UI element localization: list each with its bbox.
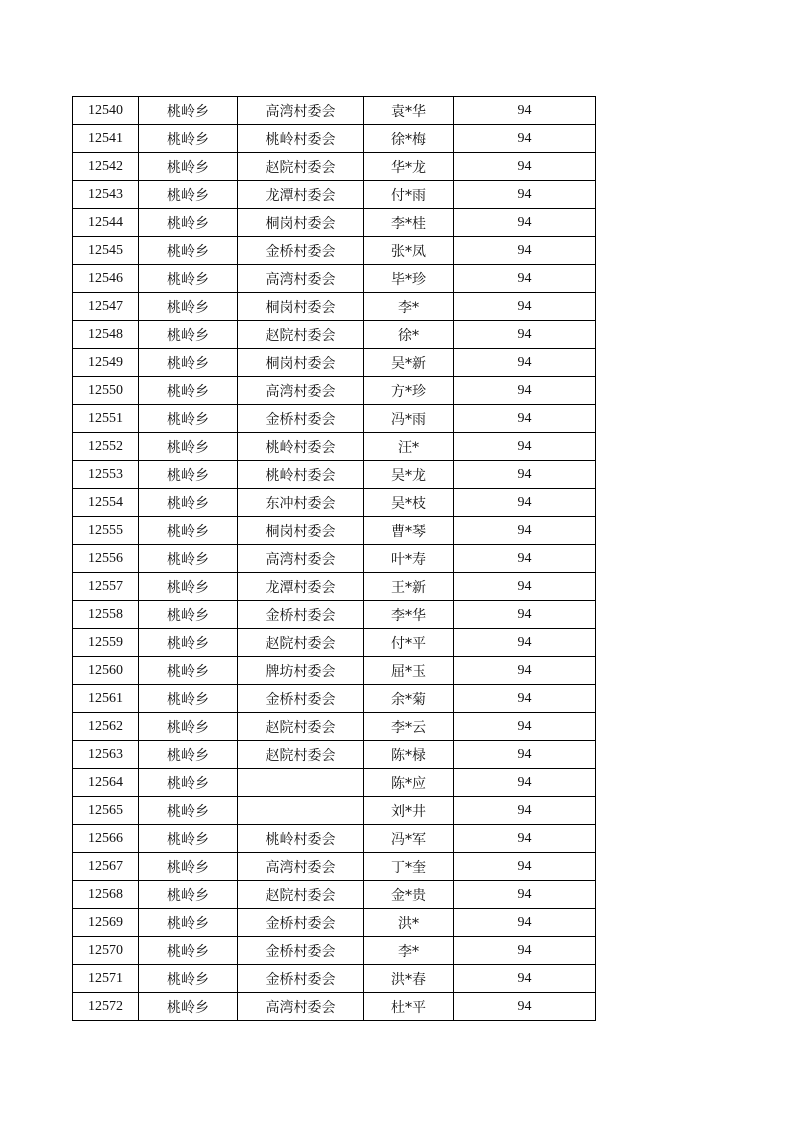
row-id-cell: 12555 <box>73 517 139 545</box>
town-cell: 桃岭乡 <box>139 993 238 1021</box>
score-cell: 94 <box>454 237 596 265</box>
roster-table <box>72 96 596 1021</box>
village-committee-cell: 桃岭村委会 <box>238 433 364 461</box>
row-id-cell: 12547 <box>73 293 139 321</box>
row-id-cell: 12541 <box>73 125 139 153</box>
town-cell: 桃岭乡 <box>139 629 238 657</box>
score-cell: 94 <box>454 937 596 965</box>
town-cell: 桃岭乡 <box>139 237 238 265</box>
table-row <box>73 601 596 629</box>
town-cell: 桃岭乡 <box>139 909 238 937</box>
village-committee-cell: 高湾村委会 <box>238 545 364 573</box>
person-name-cell: 徐*梅 <box>364 125 454 153</box>
table-row <box>73 237 596 265</box>
person-name-cell: 陈*应 <box>364 769 454 797</box>
person-name-cell: 洪*春 <box>364 965 454 993</box>
village-committee-cell: 高湾村委会 <box>238 993 364 1021</box>
town-cell: 桃岭乡 <box>139 377 238 405</box>
town-cell: 桃岭乡 <box>139 881 238 909</box>
person-name-cell: 吴*枝 <box>364 489 454 517</box>
village-committee-cell: 赵院村委会 <box>238 713 364 741</box>
person-name-cell: 汪* <box>364 433 454 461</box>
town-cell: 桃岭乡 <box>139 853 238 881</box>
score-cell: 94 <box>454 881 596 909</box>
score-cell: 94 <box>454 125 596 153</box>
score-cell: 94 <box>454 657 596 685</box>
row-id-cell: 12554 <box>73 489 139 517</box>
town-cell: 桃岭乡 <box>139 265 238 293</box>
town-cell: 桃岭乡 <box>139 181 238 209</box>
person-name-cell: 吴*龙 <box>364 461 454 489</box>
score-cell: 94 <box>454 993 596 1021</box>
table-row <box>73 657 596 685</box>
village-committee-cell: 高湾村委会 <box>238 97 364 125</box>
town-cell: 桃岭乡 <box>139 713 238 741</box>
village-committee-cell <box>238 769 364 797</box>
row-id-cell: 12568 <box>73 881 139 909</box>
row-id-cell: 12567 <box>73 853 139 881</box>
score-cell: 94 <box>454 461 596 489</box>
score-cell: 94 <box>454 321 596 349</box>
row-id-cell: 12552 <box>73 433 139 461</box>
score-cell: 94 <box>454 629 596 657</box>
town-cell: 桃岭乡 <box>139 797 238 825</box>
row-id-cell: 12561 <box>73 685 139 713</box>
score-cell: 94 <box>454 489 596 517</box>
town-cell: 桃岭乡 <box>139 545 238 573</box>
table-row <box>73 461 596 489</box>
town-cell: 桃岭乡 <box>139 125 238 153</box>
score-cell: 94 <box>454 797 596 825</box>
table-row <box>73 881 596 909</box>
table-row <box>73 293 596 321</box>
table-row <box>73 713 596 741</box>
village-committee-cell: 桃岭村委会 <box>238 461 364 489</box>
score-cell: 94 <box>454 573 596 601</box>
score-cell: 94 <box>454 265 596 293</box>
table-row <box>73 209 596 237</box>
row-id-cell: 12571 <box>73 965 139 993</box>
row-id-cell: 12551 <box>73 405 139 433</box>
person-name-cell: 刘*井 <box>364 797 454 825</box>
town-cell: 桃岭乡 <box>139 405 238 433</box>
score-cell: 94 <box>454 965 596 993</box>
town-cell: 桃岭乡 <box>139 517 238 545</box>
row-id-cell: 12545 <box>73 237 139 265</box>
row-id-cell: 12562 <box>73 713 139 741</box>
town-cell: 桃岭乡 <box>139 573 238 601</box>
person-name-cell: 冯*雨 <box>364 405 454 433</box>
table-row <box>73 797 596 825</box>
score-cell: 94 <box>454 545 596 573</box>
village-committee-cell: 赵院村委会 <box>238 321 364 349</box>
town-cell: 桃岭乡 <box>139 657 238 685</box>
person-name-cell: 曹*琴 <box>364 517 454 545</box>
table-row <box>73 937 596 965</box>
row-id-cell: 12570 <box>73 937 139 965</box>
village-committee-cell: 桐岗村委会 <box>238 293 364 321</box>
table-row <box>73 125 596 153</box>
town-cell: 桃岭乡 <box>139 685 238 713</box>
town-cell: 桃岭乡 <box>139 965 238 993</box>
row-id-cell: 12550 <box>73 377 139 405</box>
village-committee-cell: 高湾村委会 <box>238 853 364 881</box>
person-name-cell: 王*新 <box>364 573 454 601</box>
table-row <box>73 909 596 937</box>
score-cell: 94 <box>454 517 596 545</box>
town-cell: 桃岭乡 <box>139 293 238 321</box>
person-name-cell: 徐* <box>364 321 454 349</box>
person-name-cell: 陈*椂 <box>364 741 454 769</box>
town-cell: 桃岭乡 <box>139 937 238 965</box>
row-id-cell: 12566 <box>73 825 139 853</box>
table-row <box>73 517 596 545</box>
score-cell: 94 <box>454 433 596 461</box>
table-row <box>73 685 596 713</box>
town-cell: 桃岭乡 <box>139 489 238 517</box>
score-cell: 94 <box>454 909 596 937</box>
table-row <box>73 181 596 209</box>
person-name-cell: 李*云 <box>364 713 454 741</box>
village-committee-cell: 金桥村委会 <box>238 937 364 965</box>
row-id-cell: 12565 <box>73 797 139 825</box>
row-id-cell: 12557 <box>73 573 139 601</box>
row-id-cell: 12564 <box>73 769 139 797</box>
score-cell: 94 <box>454 769 596 797</box>
table-row <box>73 545 596 573</box>
person-name-cell: 李*桂 <box>364 209 454 237</box>
village-committee-cell: 桃岭村委会 <box>238 825 364 853</box>
score-cell: 94 <box>454 825 596 853</box>
village-committee-cell: 赵院村委会 <box>238 153 364 181</box>
row-id-cell: 12572 <box>73 993 139 1021</box>
village-committee-cell: 金桥村委会 <box>238 601 364 629</box>
person-name-cell: 金*贵 <box>364 881 454 909</box>
village-committee-cell: 东冲村委会 <box>238 489 364 517</box>
score-cell: 94 <box>454 377 596 405</box>
town-cell: 桃岭乡 <box>139 433 238 461</box>
table-row <box>73 377 596 405</box>
row-id-cell: 12556 <box>73 545 139 573</box>
town-cell: 桃岭乡 <box>139 97 238 125</box>
table-row <box>73 97 596 125</box>
score-cell: 94 <box>454 181 596 209</box>
row-id-cell: 12569 <box>73 909 139 937</box>
village-committee-cell: 金桥村委会 <box>238 909 364 937</box>
person-name-cell: 李*华 <box>364 601 454 629</box>
row-id-cell: 12546 <box>73 265 139 293</box>
person-name-cell: 付*雨 <box>364 181 454 209</box>
score-cell: 94 <box>454 853 596 881</box>
table-row <box>73 321 596 349</box>
village-committee-cell: 赵院村委会 <box>238 741 364 769</box>
village-committee-cell: 金桥村委会 <box>238 965 364 993</box>
row-id-cell: 12542 <box>73 153 139 181</box>
person-name-cell: 张*凤 <box>364 237 454 265</box>
score-cell: 94 <box>454 601 596 629</box>
village-committee-cell: 高湾村委会 <box>238 265 364 293</box>
town-cell: 桃岭乡 <box>139 153 238 181</box>
score-cell: 94 <box>454 209 596 237</box>
person-name-cell: 叶*寿 <box>364 545 454 573</box>
row-id-cell: 12543 <box>73 181 139 209</box>
person-name-cell: 付*平 <box>364 629 454 657</box>
person-name-cell: 李* <box>364 937 454 965</box>
score-cell: 94 <box>454 685 596 713</box>
town-cell: 桃岭乡 <box>139 769 238 797</box>
score-cell: 94 <box>454 153 596 181</box>
row-id-cell: 12558 <box>73 601 139 629</box>
table-row <box>73 629 596 657</box>
table-row <box>73 433 596 461</box>
table-row <box>73 853 596 881</box>
score-cell: 94 <box>454 405 596 433</box>
row-id-cell: 12540 <box>73 97 139 125</box>
row-id-cell: 12548 <box>73 321 139 349</box>
row-id-cell: 12549 <box>73 349 139 377</box>
village-committee-cell: 赵院村委会 <box>238 629 364 657</box>
person-name-cell: 李* <box>364 293 454 321</box>
village-committee-cell: 赵院村委会 <box>238 881 364 909</box>
score-cell: 94 <box>454 349 596 377</box>
score-cell: 94 <box>454 741 596 769</box>
village-committee-cell: 金桥村委会 <box>238 685 364 713</box>
person-name-cell: 冯*军 <box>364 825 454 853</box>
town-cell: 桃岭乡 <box>139 741 238 769</box>
village-committee-cell: 桐岗村委会 <box>238 209 364 237</box>
row-id-cell: 12560 <box>73 657 139 685</box>
person-name-cell: 洪* <box>364 909 454 937</box>
table-row <box>73 153 596 181</box>
town-cell: 桃岭乡 <box>139 349 238 377</box>
village-committee-cell <box>238 797 364 825</box>
table-row <box>73 741 596 769</box>
village-committee-cell: 高湾村委会 <box>238 377 364 405</box>
table-row <box>73 965 596 993</box>
row-id-cell: 12563 <box>73 741 139 769</box>
village-committee-cell: 龙潭村委会 <box>238 181 364 209</box>
town-cell: 桃岭乡 <box>139 209 238 237</box>
person-name-cell: 余*菊 <box>364 685 454 713</box>
table-row <box>73 265 596 293</box>
person-name-cell: 吴*新 <box>364 349 454 377</box>
person-name-cell: 毕*珍 <box>364 265 454 293</box>
row-id-cell: 12553 <box>73 461 139 489</box>
village-committee-cell: 桐岗村委会 <box>238 349 364 377</box>
village-committee-cell: 金桥村委会 <box>238 405 364 433</box>
village-committee-cell: 牌坊村委会 <box>238 657 364 685</box>
score-cell: 94 <box>454 97 596 125</box>
village-committee-cell: 龙潭村委会 <box>238 573 364 601</box>
table-row <box>73 573 596 601</box>
table-row <box>73 405 596 433</box>
score-cell: 94 <box>454 713 596 741</box>
table-row <box>73 993 596 1021</box>
score-cell: 94 <box>454 293 596 321</box>
town-cell: 桃岭乡 <box>139 461 238 489</box>
town-cell: 桃岭乡 <box>139 601 238 629</box>
row-id-cell: 12559 <box>73 629 139 657</box>
person-name-cell: 丁*奎 <box>364 853 454 881</box>
table-row <box>73 489 596 517</box>
table-row <box>73 349 596 377</box>
person-name-cell: 方*珍 <box>364 377 454 405</box>
person-name-cell: 袁*华 <box>364 97 454 125</box>
row-id-cell: 12544 <box>73 209 139 237</box>
town-cell: 桃岭乡 <box>139 825 238 853</box>
village-committee-cell: 桐岗村委会 <box>238 517 364 545</box>
table-row <box>73 769 596 797</box>
person-name-cell: 屈*玉 <box>364 657 454 685</box>
person-name-cell: 杜*平 <box>364 993 454 1021</box>
village-committee-cell: 金桥村委会 <box>238 237 364 265</box>
town-cell: 桃岭乡 <box>139 321 238 349</box>
table-row <box>73 825 596 853</box>
person-name-cell: 华*龙 <box>364 153 454 181</box>
roster-table-body <box>73 97 596 1021</box>
village-committee-cell: 桃岭村委会 <box>238 125 364 153</box>
